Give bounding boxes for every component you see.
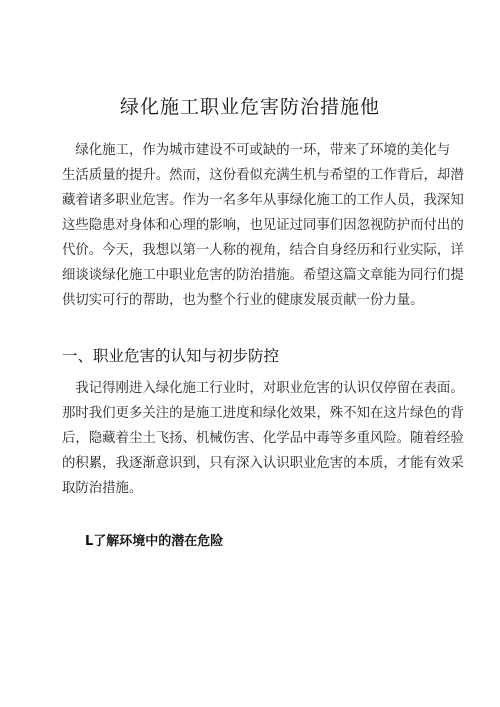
- paragraph-line: 这些隐患对身体和心理的影响，也见证过同事们因忽视防护而付出的: [62, 218, 464, 233]
- subsection-heading: L了解环境中的潜在危险: [85, 534, 224, 549]
- paragraph-line: 供切实可行的帮助，也为整个行业的健康发展贡献一份力量。: [62, 293, 424, 308]
- paragraph-line: 取防治措施。: [62, 481, 143, 496]
- paragraph-line: 藏着诸多职业危害。作为一名多年从事绿化施工的工作人员，我深知: [62, 193, 464, 208]
- paragraph-line: 代价。今天，我想以第一人称的视角，结合自身经历和行业实际，详: [62, 243, 464, 258]
- paragraph-line: 细谈谈绿化施工中职业危害的防治措施。希望这篇文章能为同行们提: [62, 268, 464, 283]
- section-heading: 一、职业危害的认知与初步防控: [62, 347, 280, 365]
- paragraph-line: 我记得刚进入绿化施工行业时，对职业危害的认识仅停留在表面。: [62, 381, 464, 396]
- section1-paragraph: [62, 376, 464, 501]
- paragraph-line: 生活质量的提升。然而，这份看似充满生机与希望的工作背后，却潜: [62, 168, 464, 183]
- paragraph-line: 后，隐藏着尘土飞扬、机械伤害、化学品中毒等多重风险。随着经验: [62, 431, 464, 446]
- paragraph-line: 那时我们更多关注的是施工进度和绿化效果，殊不知在这片绿色的背: [62, 406, 464, 421]
- document-title: 绿化施工职业危害防治措施他: [119, 96, 380, 118]
- paragraph-line: 的积累，我逐渐意识到，只有深入认识职业危害的本质，才能有效采: [62, 456, 464, 471]
- paragraph-line: 绿化施工，作为城市建设不可或缺的一环，带来了环境的美化与: [62, 143, 451, 158]
- intro-paragraph: [62, 138, 464, 313]
